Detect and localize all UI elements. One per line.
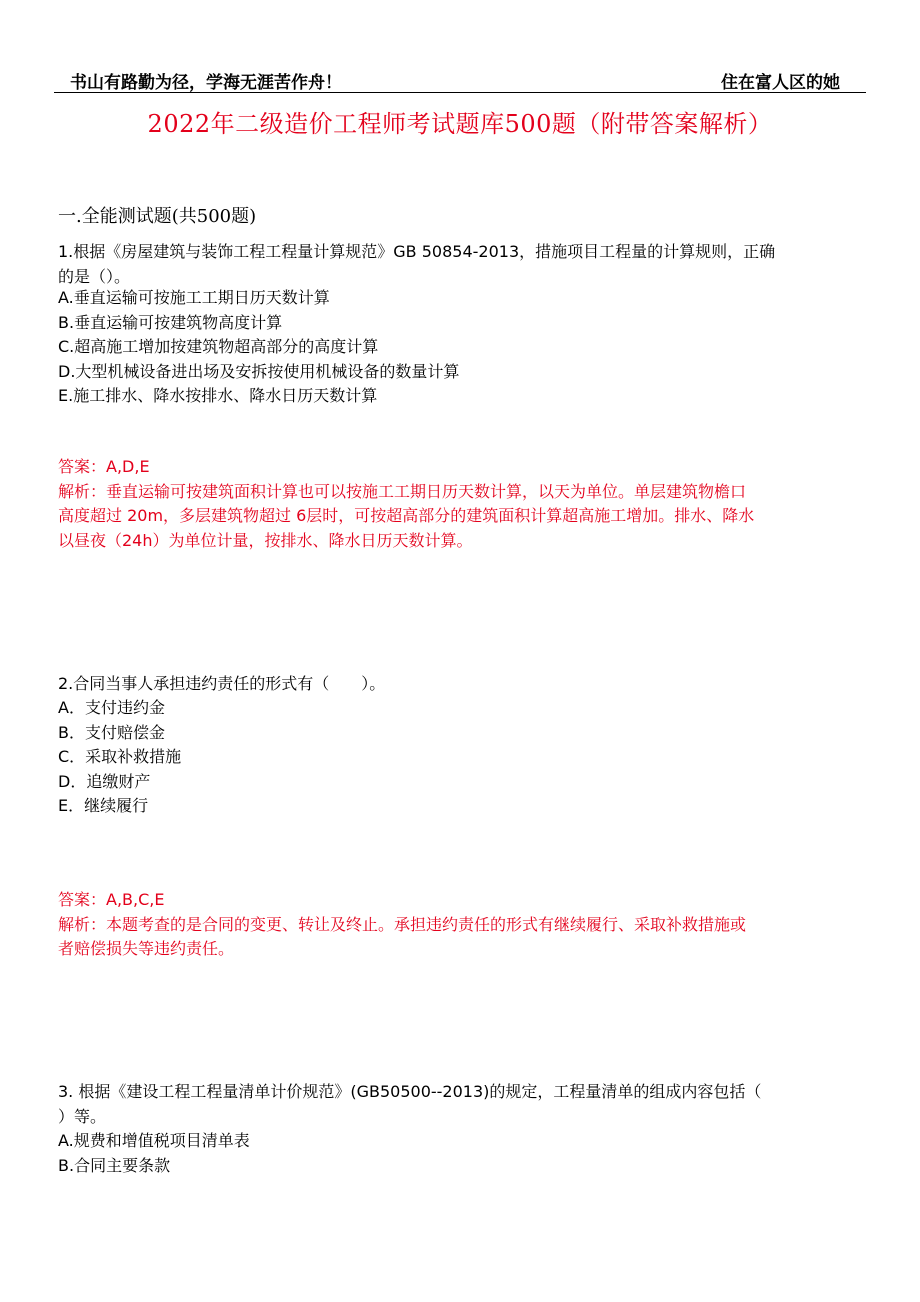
question-stem-line: 3. 根据《建设工程工程量清单计价规范》(GB50500--2013)的规定，工程量清单的组成内容包括（	[58, 1082, 762, 1101]
option-a: A.垂直运输可按施工工期日历天数计算	[58, 288, 330, 307]
question-1-stem	[58, 240, 866, 289]
page-header	[54, 64, 866, 93]
option-c: C．采取补救措施	[58, 747, 182, 766]
analysis-line: 解析：本题考查的是合同的变更、转让及终止。承担违约责任的形式有继续履行、采取补救措施或	[58, 914, 747, 934]
header-motto: 书山有路勤为径，学海无涯苦作舟！	[70, 73, 342, 93]
question-stem-line: 2.合同当事人承担违约责任的形式有（ ）。	[58, 674, 386, 693]
header-author: 住在富人区的她	[721, 73, 840, 93]
answer-line: 答案：A,B,C,E	[58, 890, 165, 909]
option-e: E.施工排水、降水按排水、降水日历天数计算	[58, 386, 378, 405]
section-heading: 一.全能测试题(共500题)	[58, 206, 257, 227]
question-3-stem	[58, 1080, 866, 1129]
analysis-line: 解析：垂直运输可按建筑面积计算也可以按施工工期日历天数计算，以天为单位。单层建筑物檐口	[58, 481, 747, 501]
question-1-answer	[58, 455, 866, 553]
option-a: A.规费和增值税项目清单表	[58, 1131, 250, 1150]
option-c: C.超高施工增加按建筑物超高部分的高度计算	[58, 337, 379, 356]
document-title: 2022年二级造价工程师考试题库500题（附带答案解析）	[147, 110, 773, 138]
option-b: B．支付赔偿金	[58, 722, 165, 742]
answer-line: 答案：A,D,E	[58, 457, 150, 476]
analysis-line: 以昼夜（24h）为单位计量，按排水、降水日历天数计算。	[58, 530, 473, 550]
question-stem-line: ）等。	[58, 1106, 107, 1126]
option-d: D．追缴财产	[58, 771, 151, 791]
option-b: B.垂直运输可按建筑物高度计算	[58, 312, 283, 332]
analysis-line: 高度超过 20m，多层建筑物超过 6层时，可按超高部分的建筑面积计算超高施工增加。排水、降水	[58, 506, 755, 525]
question-2-stem	[58, 672, 866, 697]
question-2-answer	[58, 888, 866, 962]
question-stem-line: 的是（）。	[58, 266, 131, 286]
question-3-options	[58, 1129, 866, 1178]
question-stem-line: 1.根据《房屋建筑与装饰工程工程量计算规范》GB 50854-2013，措施项目工程量的计算规则，正确	[58, 242, 776, 261]
question-2-options	[58, 696, 866, 819]
option-b: B.合同主要条款	[58, 1155, 171, 1175]
option-e: E．继续履行	[58, 796, 149, 815]
question-1-options	[58, 286, 866, 409]
analysis-line: 者赔偿损失等违约责任。	[58, 939, 235, 958]
option-a: A．支付违约金	[58, 698, 165, 717]
option-d: D.大型机械设备进出场及安拆按使用机械设备的数量计算	[58, 361, 460, 381]
